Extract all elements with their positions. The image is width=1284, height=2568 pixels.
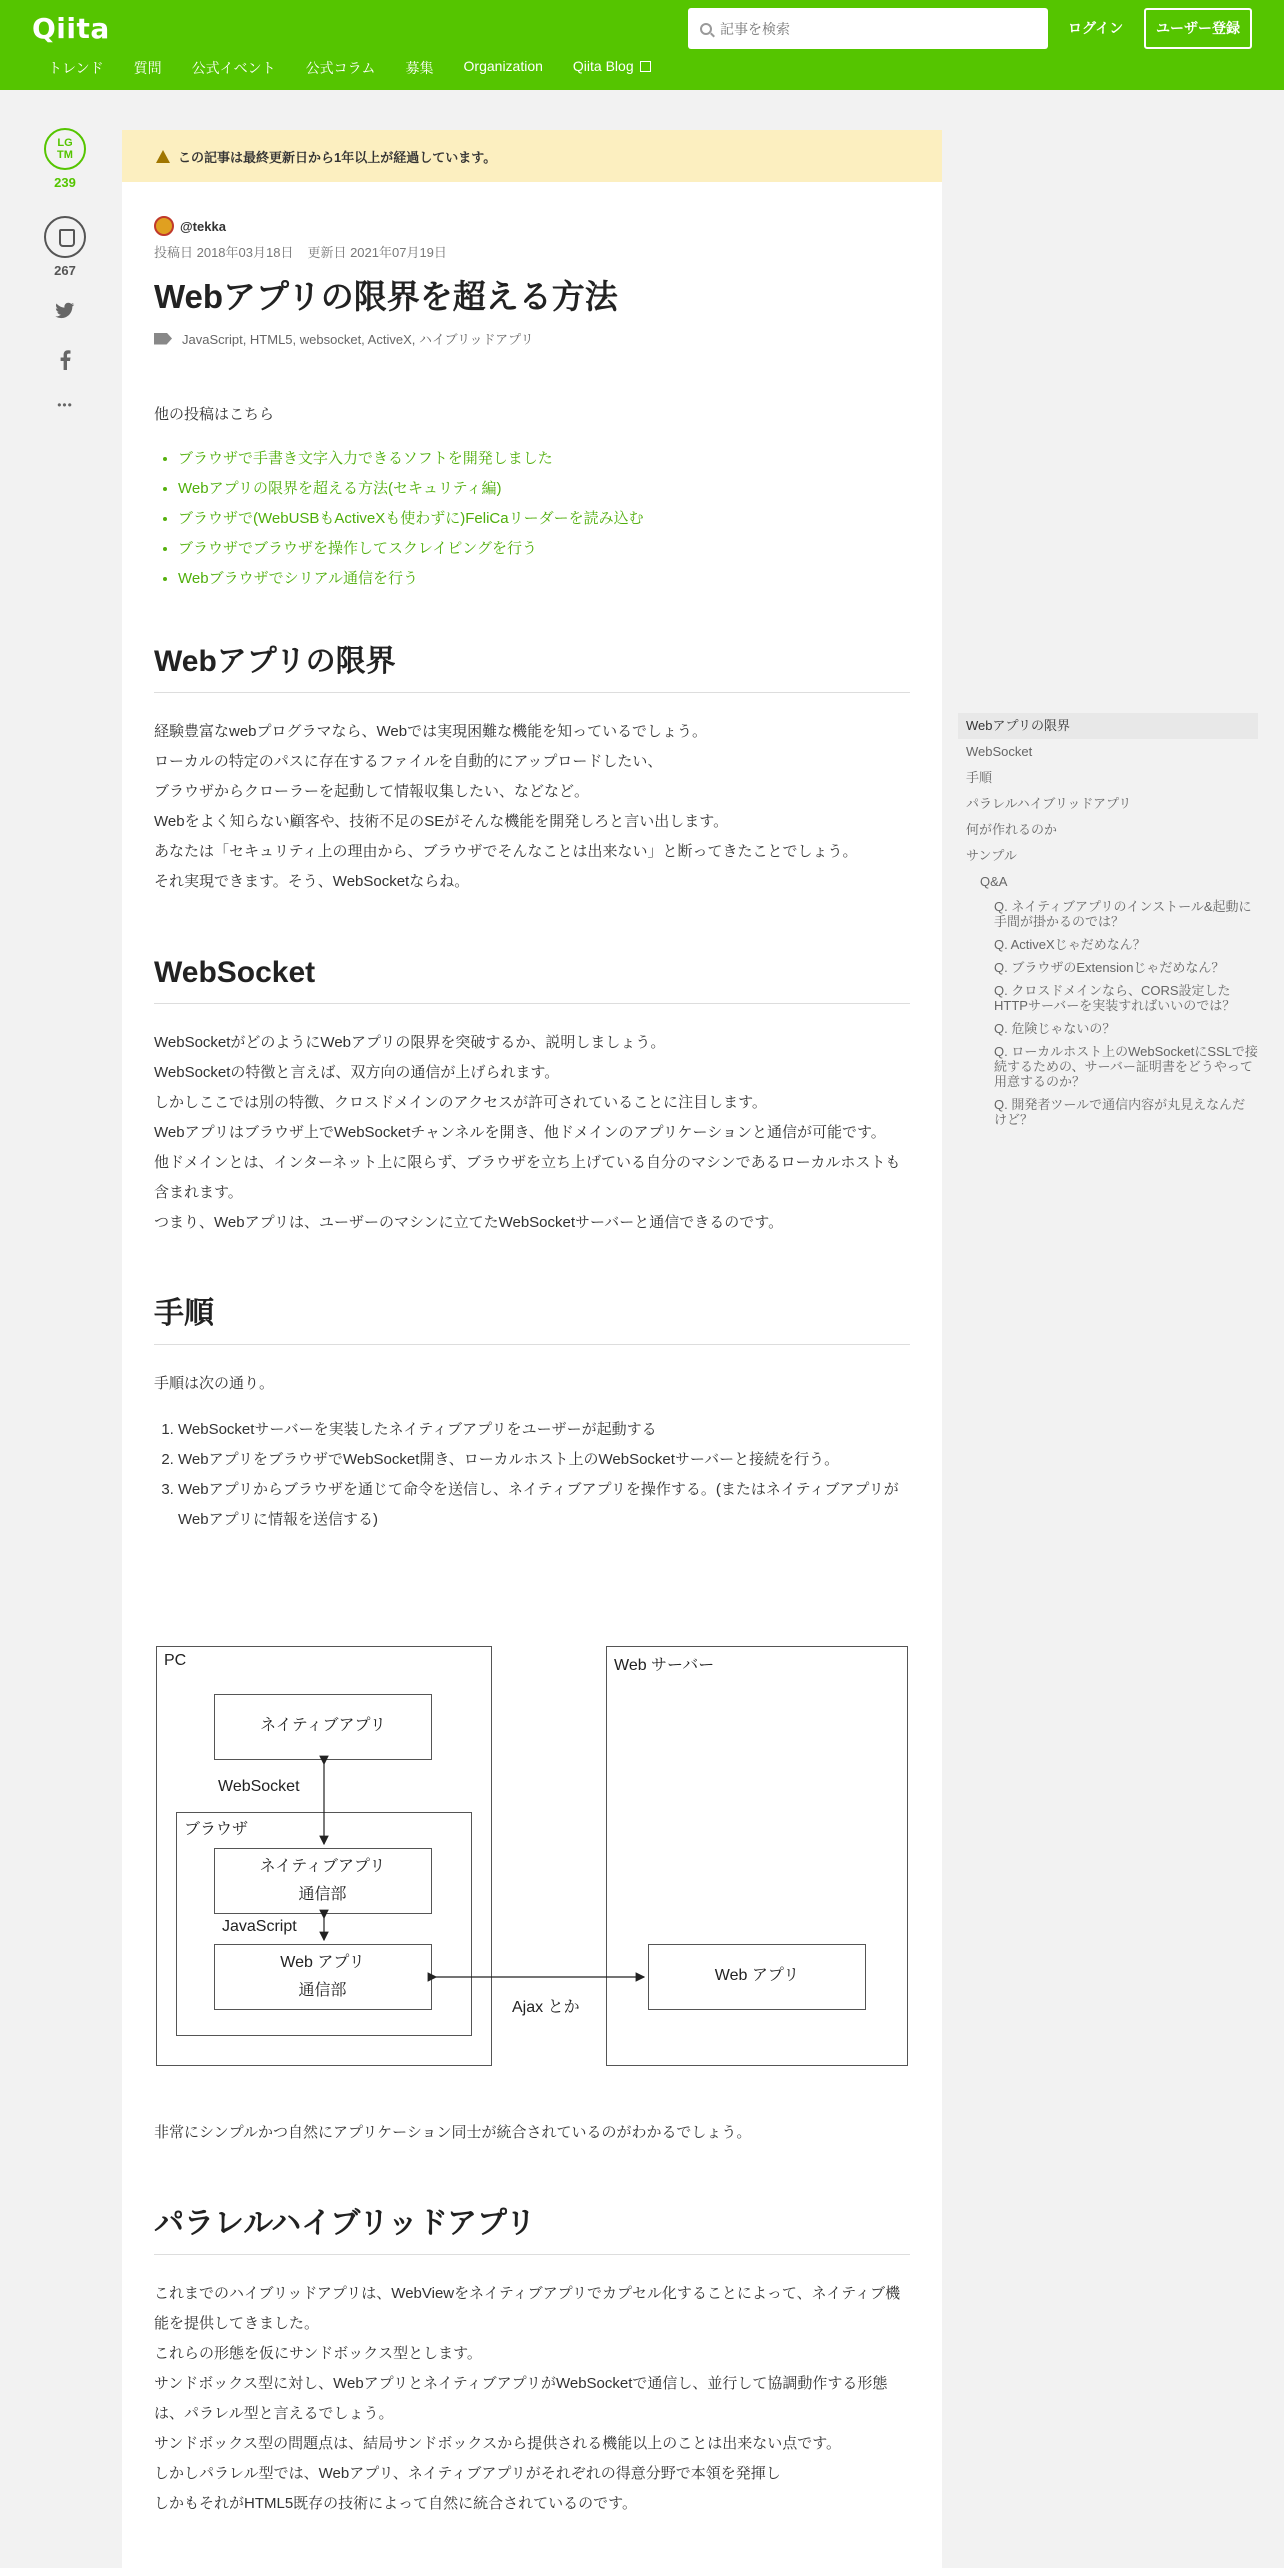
- author[interactable]: [154, 216, 910, 236]
- server-label: Web サーバー: [614, 1657, 715, 1674]
- search-input[interactable]: [720, 21, 1020, 37]
- paragraph-line: ブラウザからクローラーを起動して情報収集したい、などなど。: [154, 783, 590, 800]
- avatar: [154, 216, 174, 236]
- ajax-label: Ajax とか: [512, 1999, 580, 2016]
- section-heading: パラレルハイブリッドアプリ: [154, 2204, 910, 2255]
- tag-list: [154, 329, 910, 348]
- related-link-label[interactable]: Webアプリの限界を超える方法(セキュリティ編): [178, 480, 502, 497]
- section-heading: 手順: [154, 1294, 910, 1345]
- nav-recruit[interactable]: 募集: [405, 60, 434, 76]
- article-actions: [40, 128, 90, 422]
- related-link-label[interactable]: ブラウザで手書き文字入力できるソフトを開発しました: [178, 450, 553, 467]
- related-link[interactable]: [178, 444, 910, 474]
- paragraph-line: しかもそれがHTML5既存の技術によって自然に統合されているのです。: [154, 2495, 637, 2512]
- posted-date: 投稿日 2018年03月18日: [154, 245, 294, 260]
- paragraph-line: Webアプリはブラウザ上でWebSocketチャンネルを開き、他ドメインのアプリケーションと通信が可能です。: [154, 1124, 886, 1141]
- paragraph-line: これらの形態を仮にサンドボックス型とします。: [154, 2345, 482, 2362]
- qiita-logo[interactable]: Qiita: [32, 12, 110, 45]
- nav-questions[interactable]: 質問: [133, 60, 162, 76]
- related-link[interactable]: [178, 534, 910, 564]
- web-comm-line2: 通信部: [298, 1982, 347, 1999]
- external-link-icon: [640, 61, 651, 72]
- tags-text[interactable]: JavaScript, HTML5, websocket, ActiveX, ハイブリッドアプリ: [182, 332, 534, 347]
- nav-official-columns[interactable]: 公式コラム: [305, 60, 376, 76]
- browser-label: ブラウザ: [184, 1821, 249, 1838]
- site-header: [0, 0, 1284, 90]
- related-link[interactable]: [178, 564, 910, 594]
- stock-button[interactable]: [44, 216, 86, 258]
- updated-date: 更新日 2021年07月19日: [307, 245, 447, 260]
- paragraph-line: サンドボックス型の問題点は、結局サンドボックスから提供される機能以上のことは出来ない点です。: [154, 2435, 842, 2452]
- toc-item[interactable]: Q. ローカルホスト上のWebSocketにSSLで接続するための、サーバー証明書をどうやって用意するのか？: [994, 1044, 1258, 1089]
- more-options-icon[interactable]: •••: [57, 398, 73, 412]
- paragraph-line: しかしパラレル型では、Webアプリ、ネイティブアプリがそれぞれの得意分野で本領を発揮し: [154, 2465, 781, 2482]
- section-body: [154, 717, 910, 897]
- article-title: Webアプリの限界を超える方法: [154, 278, 618, 315]
- paragraph-line: WebSocketがどのようにWebアプリの限界を突破するか、説明しましょう。: [154, 1034, 666, 1051]
- step-item: 1. WebSocketサーバーを実装したネイティブアプリをユーザーが起動する: [178, 1415, 910, 1445]
- lgtm-count: 239: [54, 175, 76, 190]
- related-link-label[interactable]: ブラウザで(WebUSBもActiveXも使わずに)FeliCaリーダーを読み込む: [178, 510, 644, 527]
- intro-text: 他の投稿はこちら: [154, 406, 275, 423]
- native-comm-line2: 通信部: [298, 1886, 347, 1903]
- step-item: 2. WebアプリをブラウザでWebSocket開き、ローカルホスト上のWebSocketサーバーと接続を行う。: [178, 1445, 910, 1475]
- section-body: [154, 2279, 910, 2519]
- paragraph-line: ローカルの特定のパスに存在するファイルを自動的にアップロードしたい、: [154, 753, 663, 770]
- paragraph-line: WebSocketの特徴と言えば、双方向の通信が上げられます。: [154, 1064, 560, 1081]
- step-item: 3. Webアプリからブラウザを通じて命令を送信し、ネイティブアプリを操作する。(またはネイティブアプリがWebアプリに情報を送信する): [178, 1475, 910, 1535]
- login-link[interactable]: ログイン: [1068, 20, 1124, 36]
- global-nav: [48, 58, 711, 78]
- javascript-label: JavaScript: [222, 1918, 297, 1935]
- related-links: [178, 444, 910, 594]
- paragraph-line: しかしここでは別の特徴、クロスドメインのアクセスが許可されていることに注目します。: [154, 1094, 767, 1111]
- related-link-label[interactable]: Webブラウザでシリアル通信を行う: [178, 570, 418, 587]
- nav-official-events[interactable]: 公式イベント: [191, 60, 276, 76]
- after-diagram-text: 非常にシンプルかつ自然にアプリケーション同士が統合されているのがわかるでしょう。: [154, 2124, 752, 2141]
- tag-icon: [154, 333, 172, 345]
- paragraph-line: あなたは「セキュリティ上の理由から、ブラウザでそんなことは出来ない」と断ってきたことでしょう。: [154, 843, 858, 860]
- toc-item[interactable]: 何が作れるのか: [966, 822, 1058, 837]
- toc-item[interactable]: 手順: [966, 770, 993, 785]
- toc-item[interactable]: Q. ネイティブアプリのインストール&起動に手間が掛かるのでは？: [994, 899, 1252, 929]
- websocket-label: WebSocket: [218, 1778, 300, 1795]
- stock-count: 267: [54, 263, 76, 278]
- toc-item[interactable]: WebSocket: [966, 744, 1033, 759]
- native-app-box: ネイティブアプリ: [214, 1694, 432, 1760]
- toc-item[interactable]: パラレルハイブリッドアプリ: [966, 796, 1132, 811]
- web-app-box: Web アプリ: [648, 1944, 866, 2010]
- toc-item[interactable]: Webアプリの限界: [958, 713, 1258, 739]
- section-heading: Webアプリの限界: [154, 642, 910, 693]
- search-box[interactable]: [688, 8, 1048, 49]
- native-comm-line1: ネイティブアプリ: [259, 1858, 386, 1875]
- steps-list: [178, 1415, 910, 1535]
- toc-item[interactable]: Q. 開発者ツールで通信内容が丸見えなんだけど？: [994, 1097, 1246, 1127]
- warning-text: この記事は最終更新日から1年以上が経過しています。: [178, 149, 497, 165]
- paragraph-line: これまでのハイブリッドアプリは、WebViewをネイティブアプリでカプセル化することによって、ネイティブ機能を提供してきました。: [154, 2285, 901, 2332]
- twitter-icon[interactable]: [40, 302, 90, 326]
- author-name: @tekka: [180, 218, 226, 234]
- architecture-diagram: [154, 1646, 912, 2070]
- toc-item[interactable]: Q. クロスドメインなら、CORS設定したHTTPサーバーを実装すればいいのでは？: [994, 983, 1236, 1013]
- pc-label: PC: [164, 1652, 187, 1669]
- paragraph-line: それ実現できます。そう、WebSocketならね。: [154, 873, 470, 890]
- paragraph-line: Webをよく知らない顧客や、技術不足のSEがそんな機能を開発しろと言い出します。: [154, 813, 729, 830]
- nav-qiita-blog-label: Qiita Blog: [572, 58, 634, 74]
- article-dates: [154, 242, 910, 261]
- toc-item[interactable]: Q&A: [980, 874, 1008, 889]
- toc-item[interactable]: Q. 危険じゃないの？: [994, 1021, 1116, 1036]
- lgtm-button[interactable]: [44, 128, 86, 170]
- article: [122, 130, 942, 2568]
- related-link[interactable]: [178, 474, 910, 504]
- steps-intro: 手順は次の通り。: [154, 1375, 275, 1392]
- paragraph-line: サンドボックス型に対し、WebアプリとネイティブアプリがWebSocketで通信し、並行して協調動作する形態は、パラレル型と言えるでしょう。: [154, 2375, 888, 2422]
- paragraph-line: つまり、Webアプリは、ユーザーのマシンに立てたWebSocketサーバーと通信できるのです。: [154, 1214, 784, 1231]
- related-link[interactable]: [178, 504, 910, 534]
- section-heading: WebSocket: [154, 953, 910, 1004]
- toc-item[interactable]: サンプル: [966, 848, 1017, 863]
- lgtm-icon-label: LG TM: [57, 137, 73, 161]
- facebook-icon[interactable]: [40, 350, 90, 374]
- search-icon: [700, 23, 712, 35]
- toc-item[interactable]: Q. ActiveXじゃだめなん？: [994, 937, 1146, 952]
- toc-item[interactable]: Q. ブラウザのExtensionじゃだめなん？: [994, 960, 1225, 975]
- diagram-arrows: [154, 1646, 912, 2070]
- warning-icon: [156, 150, 170, 163]
- paragraph-line: 他ドメインとは、インターネット上に限らず、ブラウザを立ち上げている自分のマシンであるローカルホストも含まれます。: [154, 1154, 901, 1201]
- article-continuation: [122, 2118, 942, 2519]
- register-button[interactable]: ユーザー登録: [1144, 8, 1252, 49]
- nav-trend[interactable]: トレンド: [48, 60, 104, 76]
- related-link-label[interactable]: ブラウザでブラウザを操作してスクレイピングを行う: [178, 540, 537, 557]
- nav-organization[interactable]: Organization: [463, 58, 543, 74]
- outdated-warning: [122, 130, 942, 182]
- table-of-contents: [958, 713, 1258, 1131]
- paragraph-line: 経験豊富なwebプログラマなら、Webでは実現困難な機能を知っているでしょう。: [154, 723, 707, 740]
- web-comm-line1: Web アプリ: [280, 1954, 365, 1971]
- nav-qiita-blog[interactable]: [573, 58, 681, 78]
- section-body: [154, 1028, 910, 1238]
